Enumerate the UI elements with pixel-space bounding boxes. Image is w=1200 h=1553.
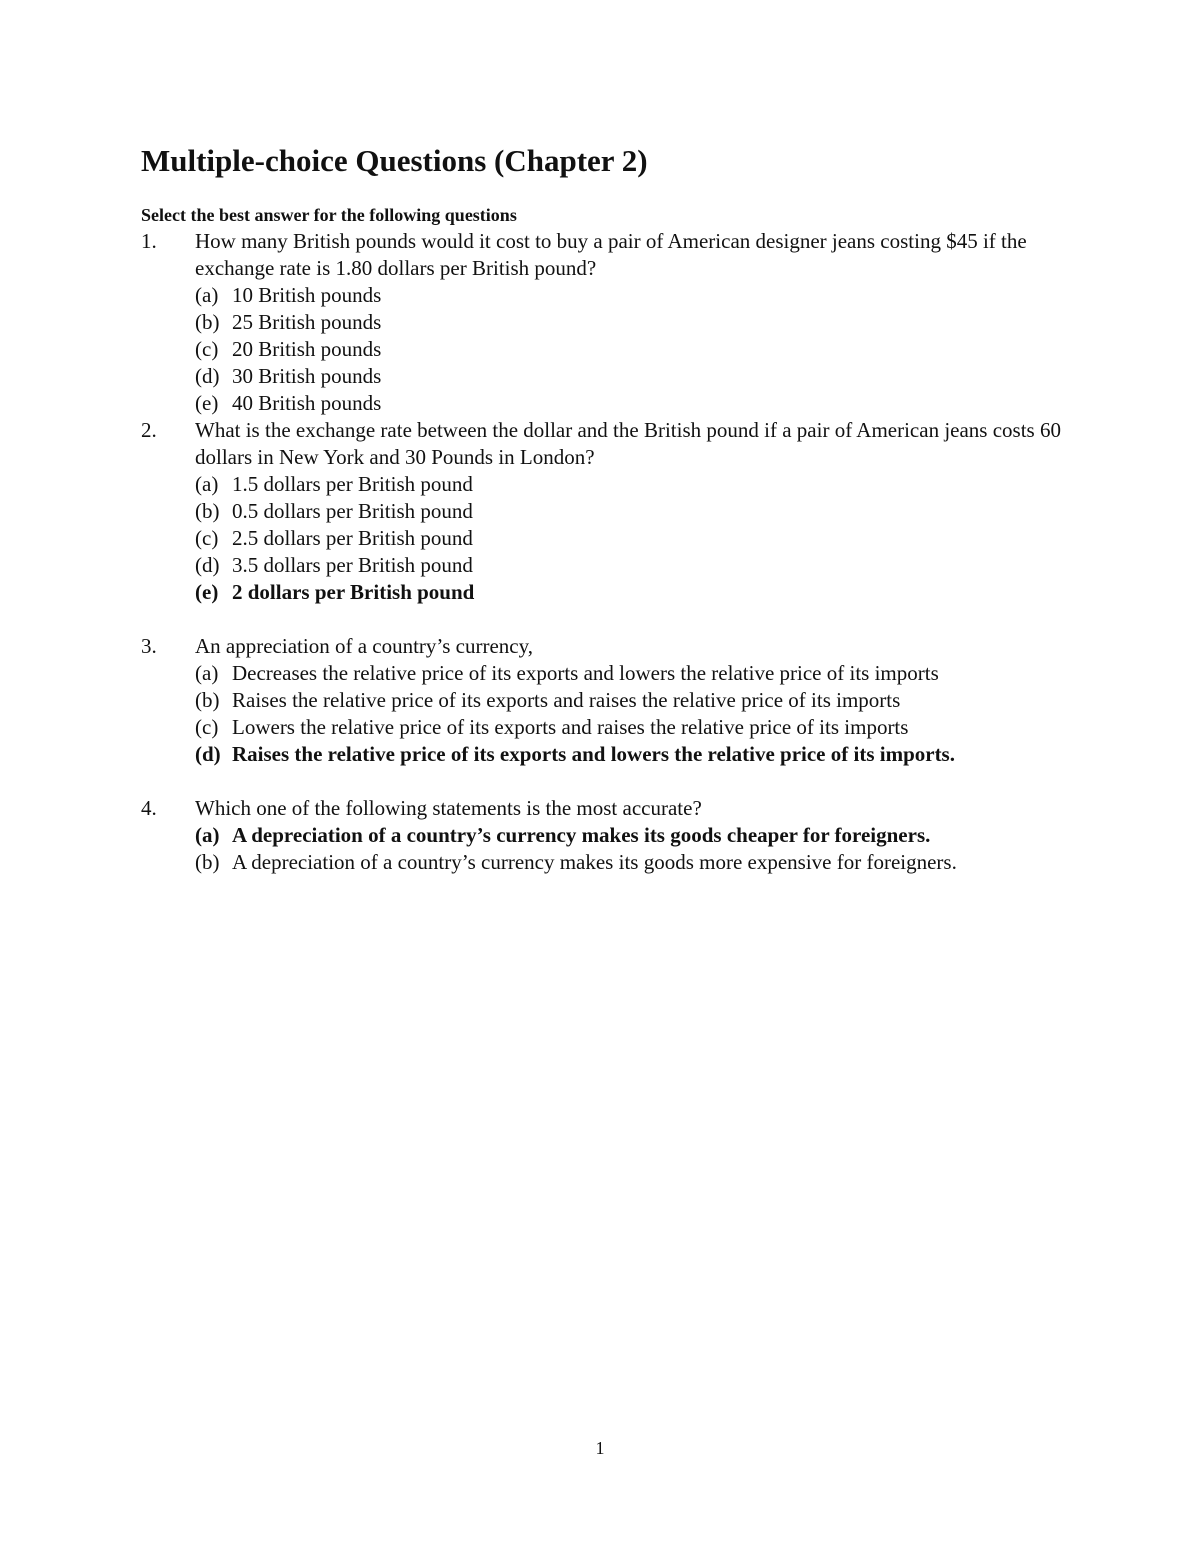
option-text: Raises the relative price of its exports and raises the relative price of its imports (232, 688, 901, 712)
option-letter: (b) (195, 688, 220, 712)
option-text: 0.5 dollars per British pound (232, 499, 473, 523)
question-2 (141, 417, 1081, 606)
option-b (195, 309, 1081, 336)
option-letter: (a) (195, 472, 219, 496)
option-text: 1.5 dollars per British pound (232, 472, 473, 496)
option-letter: (b) (195, 499, 220, 523)
option-c (195, 525, 1081, 552)
question-text: An appreciation of a country’s currency, (195, 634, 533, 658)
option-list (195, 471, 1081, 606)
option-letter: (c) (195, 715, 219, 739)
option-a (195, 660, 1081, 687)
option-text: Raises the relative price of its exports and lowers the relative price of its imports. (232, 742, 955, 766)
option-letter: (b) (195, 850, 220, 874)
instructions: Select the best answer for the following questions (141, 205, 517, 225)
option-letter: (c) (195, 337, 219, 361)
question-number: 3. (141, 634, 157, 658)
option-letter: (a) (195, 823, 220, 847)
option-e (195, 390, 1081, 417)
option-text: Decreases the relative price of its exports and lowers the relative price of its imports (232, 661, 939, 685)
option-letter: (e) (195, 580, 219, 604)
option-text: 2.5 dollars per British pound (232, 526, 473, 550)
option-d (195, 363, 1081, 390)
option-letter: (c) (195, 526, 219, 550)
option-text: 10 British pounds (232, 283, 382, 307)
option-letter: (d) (195, 553, 220, 577)
option-b (195, 687, 1081, 714)
option-text: 40 British pounds (232, 391, 382, 415)
option-letter: (d) (195, 364, 220, 388)
question-4 (141, 795, 1081, 876)
option-letter: (a) (195, 283, 219, 307)
option-a (195, 471, 1081, 498)
question-list (141, 228, 1081, 876)
option-letter: (b) (195, 310, 220, 334)
question-number: 2. (141, 418, 157, 442)
option-letter: (d) (195, 742, 221, 766)
option-text: 3.5 dollars per British pound (232, 553, 473, 577)
option-d-correct (195, 741, 1081, 768)
question-text: Which one of the following statements is the most accurate? (195, 796, 702, 820)
option-c (195, 336, 1081, 363)
option-list (195, 822, 1081, 876)
option-text: 20 British pounds (232, 337, 382, 361)
option-a-correct (195, 822, 1081, 849)
question-number: 4. (141, 796, 157, 820)
option-a (195, 282, 1081, 309)
option-letter: (a) (195, 661, 219, 685)
option-e-correct (195, 579, 1081, 606)
option-list (195, 282, 1081, 417)
option-c (195, 714, 1081, 741)
option-d (195, 552, 1081, 579)
question-1 (141, 228, 1081, 417)
option-text: A depreciation of a country’s currency makes its goods more expensive for foreigners. (232, 850, 957, 874)
option-text: 25 British pounds (232, 310, 382, 334)
page-number: 1 (595, 1438, 605, 1458)
option-b (195, 849, 1081, 876)
question-3 (141, 633, 1081, 768)
option-text: A depreciation of a country’s currency makes its goods cheaper for foreigners. (232, 823, 931, 847)
page-title: Multiple-choice Questions (Chapter 2) (141, 143, 648, 178)
option-letter: (e) (195, 391, 219, 415)
question-text: How many British pounds would it cost to buy a pair of American designer jeans costing $45 if the exchange rate is 1.80 dollars per British pound? (195, 229, 1027, 280)
option-b (195, 498, 1081, 525)
option-text: Lowers the relative price of its exports and raises the relative price of its imports (232, 715, 909, 739)
option-text: 2 dollars per British pound (232, 580, 475, 604)
question-number: 1. (141, 229, 157, 253)
option-list (195, 660, 1081, 768)
option-text: 30 British pounds (232, 364, 382, 388)
question-text: What is the exchange rate between the dollar and the British pound if a pair of American jeans costs 60 dollars in New York and 30 Pounds in London? (195, 418, 1061, 469)
